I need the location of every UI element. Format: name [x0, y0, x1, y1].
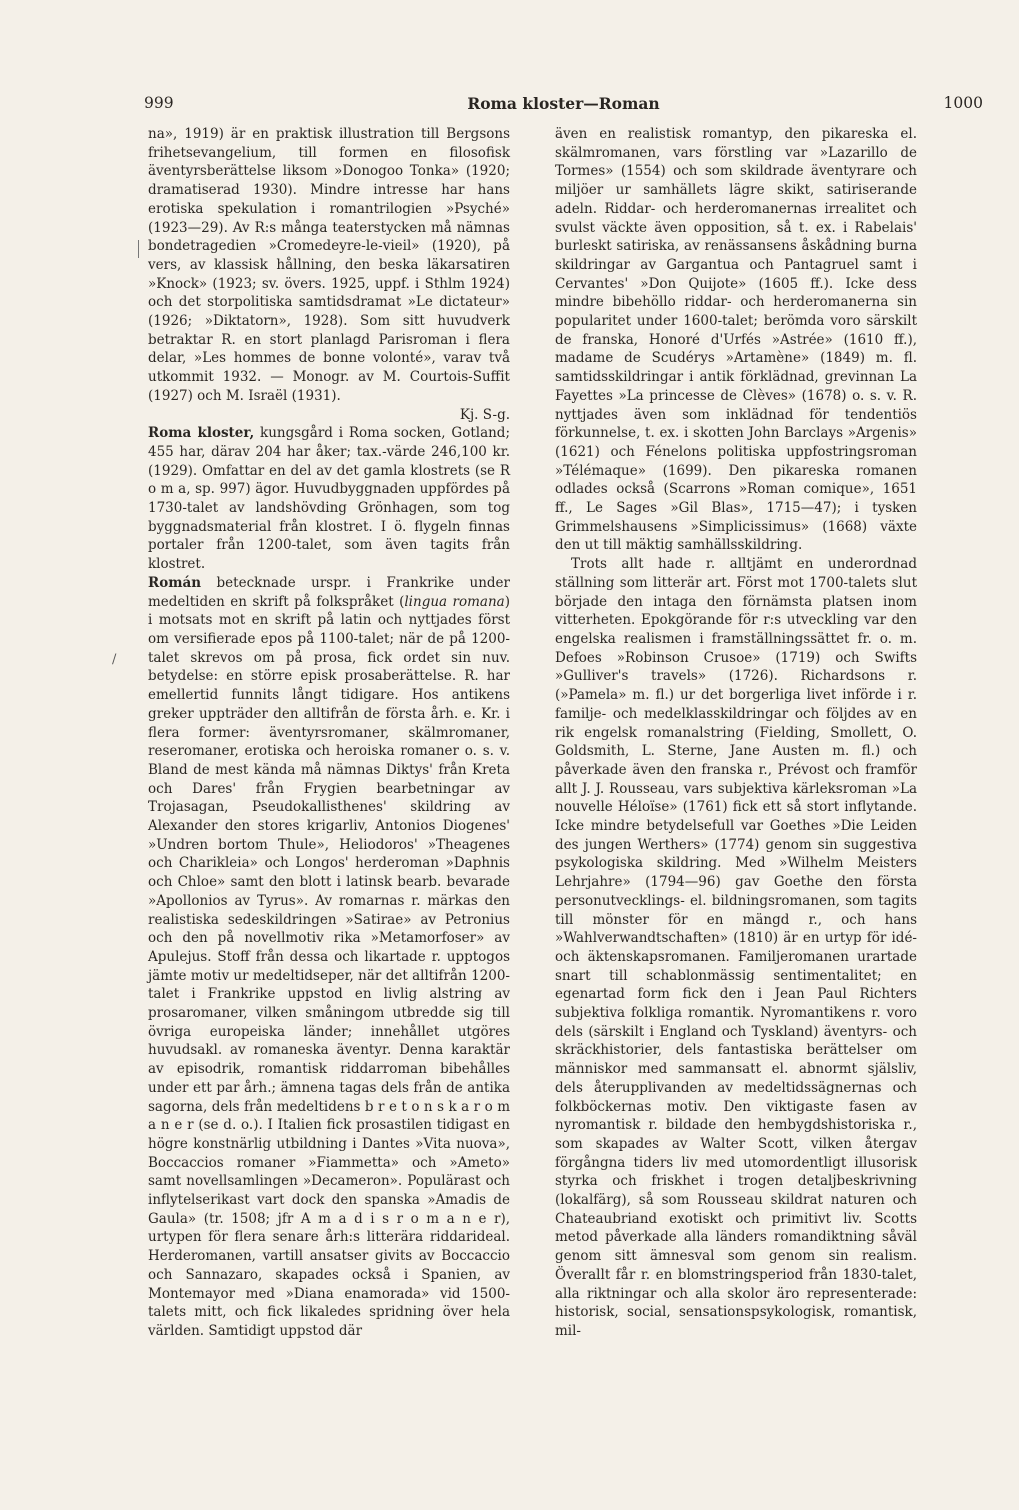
paragraph-roman-1700: Trots allt hade r. alltjämt en underordnad ställning som litterär art. Först mot 1700-talets slut började den intaga den förnämsta platsen inom vitterheten. Epokgörande för r:s utveckling var den engelska realismen i framställningssättet fr. o. m. Defoes »Robinson Crusoe» (1719) och Swifts »Gulliver's travels» (1726). Richardsons r. (»Pamela» m. fl.) ur det borgerliga livet införde i r. familje- och medelklasskildringar och följdes av en rik engelsk romanalstring (Fielding, Smollett, O. Goldsmith, L. Sterne, Jane Austen m. fl.) och påverkade även den franska r., Prévost och framför allt J. J. Rousseau, vars subjektiva kärleksroman »La nouvelle Héloïse» (1761) fick ett så stort inflytande. Icke mindre betydelsefull var Goethes »Die Leiden des jungen Werthers» (1774) genom sin suggestiva psykologiska skildring. Med »Wilhelm Meisters Lehrjahre» (1794—96) gav Goethe den första personutvecklings- el. bildningsromanen, som tagits till mönster för en mängd r., och hans »Wahlverwandtschaften» (1810) är en urtyp för idé- och äktenskapsromanen. Familjeromanen urartade snart till schablonmässig sentimentalitet; en egenartad form fick den i Jean Paul Richters subjektiva folkliga romantik. Nyromantikens r. voro dels (särskilt i England och Tyskland) äventyrs- och skräckhistorier, dels fantastiska berättelser om människor med sammansatt el. abnormt själsliv, dels återupplivanden av medeltidssägnernas och folkböckernas motiv. Den viktigaste fasen av nyromantisk r. bildade den hembygdshistoriska r., som skapades av Walter Scott, vilken återgav förgångna tiders liv med utomordentligt illusorisk styrka och friskhet i trogen detaljbeskrivning (lokalfärg), så som Rousseau skildrat naturen och Chateaubriand exotiskt och primitivt liv. Scotts metod påverkade alla länders romandiktning såväl genom sitt ämnesval som genom sin realism. Överallt får r. en blomstringsperiod från 1830-talet, alla riktningar och alla skolor äro representerade: historisk, social, sensationspsykologisk, romantisk, mil-: [555, 556, 917, 1339]
page-number-right: 1000: [943, 94, 983, 112]
margin-rule: [138, 240, 139, 258]
margin-mark: /: [112, 652, 117, 667]
paragraph-romains-end: [148, 125, 510, 424]
page-header: [144, 94, 983, 118]
headword-roman: Román: [148, 574, 202, 591]
entry-roman: [148, 574, 510, 1341]
running-title: Roma kloster—Roman: [467, 94, 660, 113]
roman-italic: lingua romana: [404, 593, 505, 610]
column-right: [555, 125, 917, 1341]
roma-kloster-text: kungsgård i Roma socken, Gotland; 455 har, därav 204 har åker; tax.-värde 246,100 kr. (1929). Omfattar en del av det gamla klostrets (se R o m a, sp. 997) ägor. Huvudbyggnaden uppfördes på 1730-talet av landshövding Grönhagen, som tog byggnadsmaterial från klostret. I ö. flygeln finnas portaler från 1200-talet, som även tagits från klostret.: [148, 425, 510, 573]
roman-text-b: ) i motsats mot en skrift på latin och nyttjades först om versifierade epos på 1100-talet; när de på 1200-talet skrevos om på prosa, fick ordet sin nuv. betydelse: en större episk prosaberättelse. R. har emellertid funnits långt tidigare. Hos antikens greker uppträder den alltifrån de första årh. e. Kr. i flera former: äventyrsromaner, skälmromaner, reseromaner, erotiska och heroiska romaner o. s. v. Bland de mest kända må nämnas Diktys' från Kreta och Dares' från Frygien bearbetningar av Trojasagan, Pseudokallisthenes' skildring av Alexander den stores krigarliv, Antonios Diogenes' »Undren bortom Thule», Heliodoros' »Theagenes och Charikleia» och Longos' herderoman »Daphnis och Chloe» samt den blott i latinsk bearb. bevarade »Apollonios av Tyrus». Av romarnas r. märkas den realistiska sedeskildringen »Satirae» av Petronius och den på novellmotiv rika »Metamorfoser» av Apulejus. Stoff från dessa och likartade r. upptogos jämte motiv ur medeltidseper, när det alltifrån 1200-talet i Frankrike uppstod en livlig alstring av prosaromaner, vilken småningom utbredde sig till övriga europeiska länder; innehållet utgöres huvudsakl. av romaneska äventyr. Denna karaktär av episodrik, romantisk riddarroman bibehålles under ett par årh.; ämnena tagas dels från de antika sagorna, dels från medeltidens b r e t o n s k a r o m a n e r (se d. o.). I Italien fick prosastilen tidigast en högre konstnärlig utbildning i Dantes »Vita nuova», Boccaccios romaner »Fiammetta» och »Ameto» samt novellsamlingen »Decameron». Populärast och inflytelserikast vart dock den spanska »Amadis de Gaula» (tr. 1508; jfr A m a d i s r o m a n e r), urtypen för flera senare årh:s litterära riddarideal. Herderomanen, vartill ansatser givits av Boccaccio och Sannazaro, skapades också i Spanien, av Montemayor med »Diana enamorada» vid 1500-talets mitt, och fick likaledes spridning över hela världen. Samtidigt uppstod där: [148, 593, 510, 1339]
entry-roma-kloster: [148, 424, 510, 574]
headword-roma-kloster: Roma kloster,: [148, 425, 255, 442]
roman-text-a: betecknade urspr. i Frankrike under medeltiden en skrift på folkspråket (: [148, 574, 510, 610]
author-signature: Kj. S-g.: [459, 406, 510, 423]
paragraph-roman-continued: även en realistisk romantyp, den pikareska el. skälmromanen, vars förstling var »Lazarillo de Tormes» (1554) och som skildrade äventyrare och miljöer ur samhällets lägre skikt, satiriserande adeln. Riddar- och herderomanernas irrealitet och svulst väckte även opposition, så t. ex. i Rabelais' burleskt satiriska, av renässansens åskådning burna skildringar av Gargantua och Pantagruel samt i Cervantes' »Don Quijote» (1605 ff.). Icke dess mindre bibehöllo riddar- och herderomanerna sin popularitet under 1600-talet; berömda voro särskilt de franska, Honoré d'Urfés »Astrée» (1610 ff.), madame de Scudérys »Artamène» (1849) m. fl. samtidsskildringar i antik förklädnad, grevinnan La Fayettes »La princesse de Clèves» (1678) o. s. v. R. nyttjades även som inklädnad för tendentiös förkunnelse, t. ex. i skotten John Barclays »Argenis» (1621) och Fénelons politiska uppfostringsroman »Télémaque» (1699). Den pikareska romanen odlades också (Scarrons »Roman comique», 1651 ff., Le Sages »Gil Blas», 1715—47); i tysken Grimmelshausens »Simplicissimus» (1668) växte den ut till mäktig samhällsskildring.: [555, 126, 917, 554]
romains-text: na», 1919) är en praktisk illustration till Bergsons frihetsevangelium, till formen en filosofisk äventyrsberättelse liksom »Donogoo Tonka» (1920; dramatiserad 1930). Mindre intresse har hans erotiska spekulation i romantrilogien »Psyché» (1923—29). Av R:s många teaterstycken må nämnas bondetragedien »Cromedeyre-le-vieil» (1920), på vers, av klassisk hållning, den beska läkarsatiren »Knock» (1923; sv. övers. 1925, uppf. i Sthlm 1924) och det storpolitiska samtidsdramat »Le dictateur» (1926; »Diktatorn», 1928). Som sitt huvudverk betraktar R. en stort planlagd Parisroman i flera delar, »Les hommes de bonne volonté», varav två utkommit 1932. — Monogr. av M. Courtois-Suffit (1927) och M. Israël (1931).: [148, 126, 510, 404]
page-number-left: 999: [144, 94, 174, 112]
column-left: [148, 125, 510, 1341]
